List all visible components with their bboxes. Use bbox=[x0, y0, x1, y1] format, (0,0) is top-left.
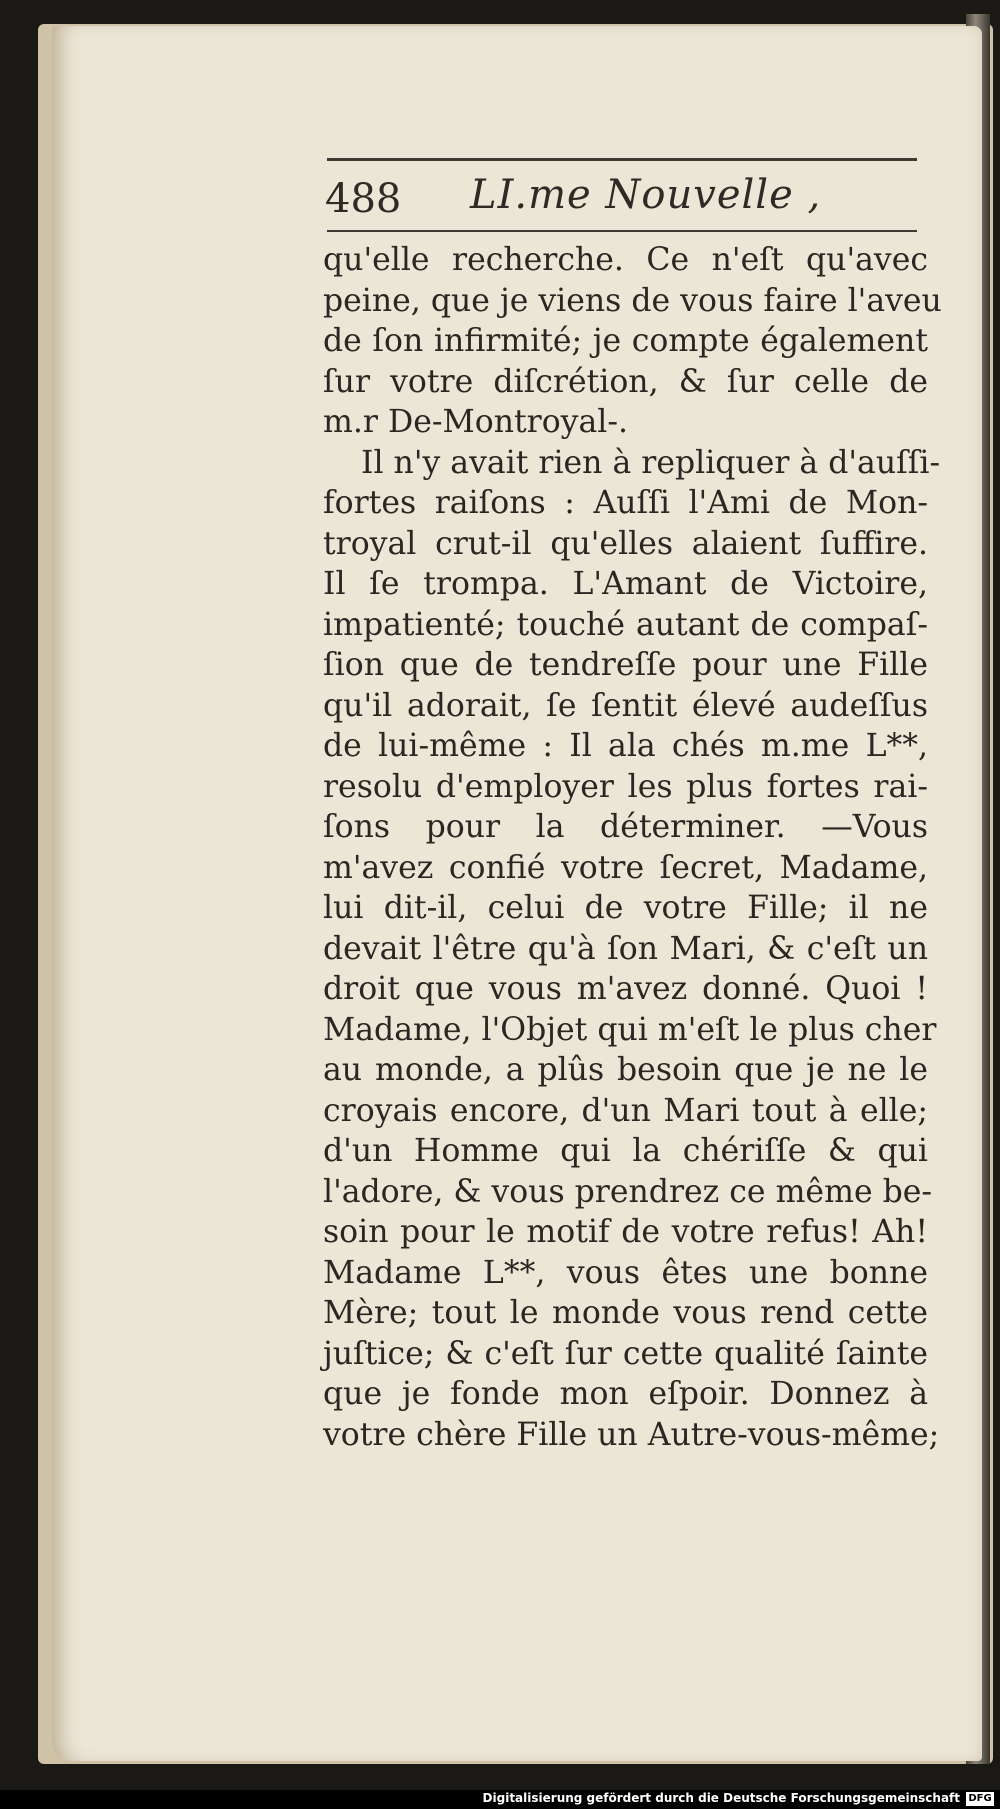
dfg-logo: DFG bbox=[966, 1792, 994, 1806]
text-line: qu'il adorait, ſe ſentit élevé audeſſus bbox=[323, 687, 928, 724]
text-line: Il n'y avait rien à repliquer à d'auſſi- bbox=[361, 444, 941, 481]
text-line: qu'elle recherche. Ce n'eſt qu'avec bbox=[323, 242, 928, 278]
header-rule-bottom bbox=[327, 230, 917, 232]
text-line: juſtice; & c'eſt ſur cette qualité ſainte bbox=[323, 1335, 928, 1372]
text-line: m.r De-Montroyal-. bbox=[323, 404, 628, 440]
text-line: Mère; tout le monde vous rend cette bbox=[323, 1295, 928, 1331]
text-line: impatienté; touché autant de compaſ- bbox=[323, 606, 928, 643]
text-line: ſion que de tendreſſe pour une Fille bbox=[323, 647, 928, 683]
text-line: fortes raiſons : Auſſi l'Ami de Mon- bbox=[323, 485, 928, 521]
header-rule-top bbox=[327, 158, 917, 161]
text-line: l'adore, & vous prendrez ce même be- bbox=[323, 1173, 933, 1210]
text-line: soin pour le motif de votre refus! Ah! bbox=[323, 1214, 928, 1250]
text-line: m'avez confié votre ſecret, Madame, bbox=[323, 849, 928, 886]
text-line: troyal crut-il qu'elles alaient ſuffire. bbox=[323, 525, 928, 562]
text-line: d'un Homme qui la chériſſe & qui bbox=[323, 1133, 928, 1169]
running-head bbox=[325, 172, 925, 228]
chapter-title: LI.me Nouvelle , bbox=[470, 172, 822, 218]
text-line: Il ſe trompa. L'Amant de Victoire, bbox=[323, 566, 928, 602]
text-line: votre chère Fille un Autre-vous-même; bbox=[323, 1416, 940, 1453]
text-line: que je fonde mon eſpoir. Donnez à bbox=[323, 1376, 928, 1412]
text-line: ſur votre diſcrétion, & ſur celle de bbox=[323, 363, 928, 400]
funding-credit: Digitalisierung gefördert durch die Deutsche Forschungsgemeinschaft bbox=[482, 1791, 960, 1805]
text-line: lui dit-il, celui de votre Fille; il ne bbox=[323, 890, 928, 926]
text-line: ſons pour la déterminer. —Vous bbox=[323, 809, 928, 845]
page-number: 488 bbox=[325, 176, 402, 222]
text-line: resolu d'employer les plus fortes rai- bbox=[323, 768, 928, 805]
body-text bbox=[323, 240, 942, 1455]
text-line: Madame, l'Objet qui m'eſt le plus cher bbox=[323, 1011, 937, 1048]
text-line: devait l'être qu'à ſon Mari, & c'eſt un bbox=[323, 930, 928, 967]
text-line: peine, que je viens de vous faire l'aveu bbox=[323, 282, 942, 319]
text-line: Madame L**, vous êtes une bonne bbox=[323, 1254, 928, 1291]
text-line: croyais encore, d'un Mari tout à elle; bbox=[323, 1092, 928, 1129]
text-line: de lui-même : Il ala chés m.me L**, bbox=[323, 728, 928, 764]
text-line: de ſon infirmité; je compte également bbox=[323, 323, 928, 359]
text-line: au monde, a plûs besoin que je ne le bbox=[323, 1052, 928, 1088]
text-line: droit que vous m'avez donné. Quoi ! bbox=[323, 971, 928, 1007]
digitization-footer bbox=[0, 1790, 1000, 1809]
